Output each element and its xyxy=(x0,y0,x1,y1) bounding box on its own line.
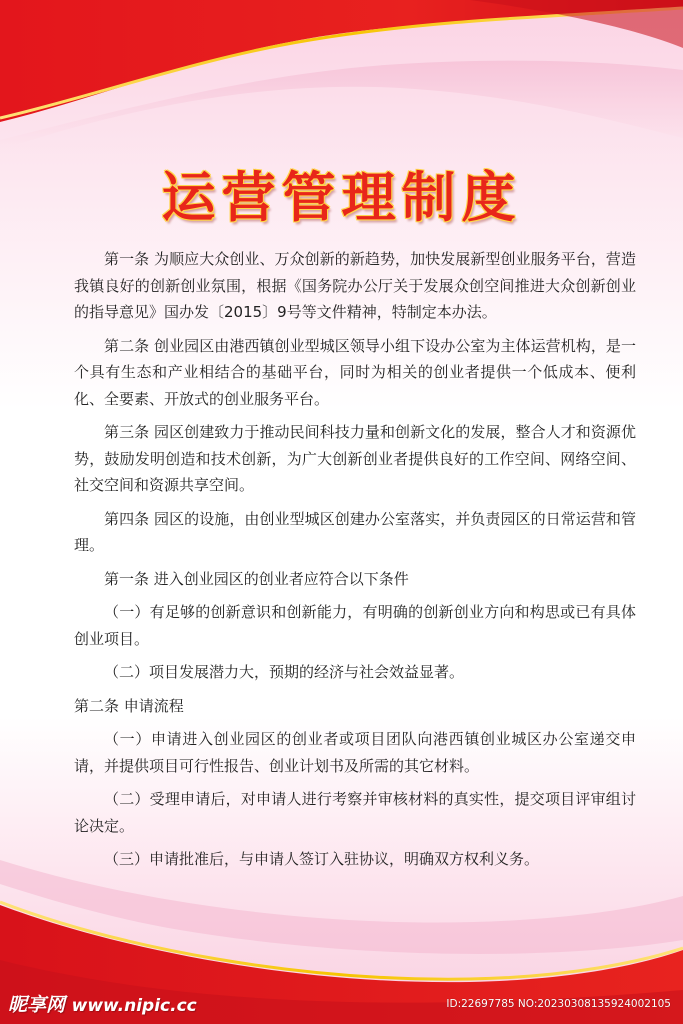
paragraph-condition-2: （二）项目发展潜力大，预期的经济与社会效益显著。 xyxy=(104,663,465,681)
paragraph-process-1: （一）申请进入创业园区的创业者或项目团队向港西镇创业城区办公室递交申请，并提供项目可行性报告、创业计划书及所需的其它材料。 xyxy=(74,730,636,775)
watermark-id: ID:22697785 NO:20230308135924002105 xyxy=(446,998,671,1010)
paragraph-process-2: （二）受理申请后，对申请人进行考察并审核材料的真实性，提交项目评审组讨论决定。 xyxy=(74,790,636,835)
paragraph-article-1: 第一条 为顺应大众创业、万众创新的新趋势，加快发展新型创业服务平台，营造我镇良好的创新创业氛围，根据《国务院办公厅关于发展众创空间推进大众创新创业的指导意见》国办发〔2015〕9号等文件精神，特制定本办法。 xyxy=(74,250,636,321)
paragraph-condition-1: （一）有足够的创新意识和创新能力，有明确的创新创业方向和构思或已有具体创业项目。 xyxy=(74,603,636,648)
paragraph-article-3: 第三条 园区创建致力于推动民间科技力量和创新文化的发展，整合人才和资源优势，鼓励发明创造和技术创新，为广大创新创业者提供良好的工作空间、网络空间、社交空间和资源共享空间。 xyxy=(74,423,636,494)
document-title: 运营管理制度 xyxy=(161,166,522,229)
watermark-url: www.nipic.cc xyxy=(71,996,197,1016)
watermark-logo xyxy=(8,990,197,1017)
watermark-logo-text: 昵享网 xyxy=(8,994,66,1016)
paragraph-entry-conditions: 第一条 进入创业园区的创业者应符合以下条件 xyxy=(104,569,409,588)
paragraph-article-4: 第四条 园区的设施，由创业型城区创建办公室落实，并负责园区的日常运营和管理。 xyxy=(74,509,636,554)
paragraph-application-process: 第二条 申请流程 xyxy=(74,696,184,715)
paragraph-process-3: （三）申请批准后，与申请人签订入驻协议，明确双方权利义务。 xyxy=(104,850,540,868)
paragraph-article-2: 第二条 创业园区由港西镇创业型城区领导小组下设办公室为主体运营机构，是一个具有生态和产业相结合的基础平台，同时为相关的创业者提供一个低成本、便利化、全要素、开放式的创业服务平台。 xyxy=(74,336,636,408)
document-body xyxy=(74,246,636,880)
